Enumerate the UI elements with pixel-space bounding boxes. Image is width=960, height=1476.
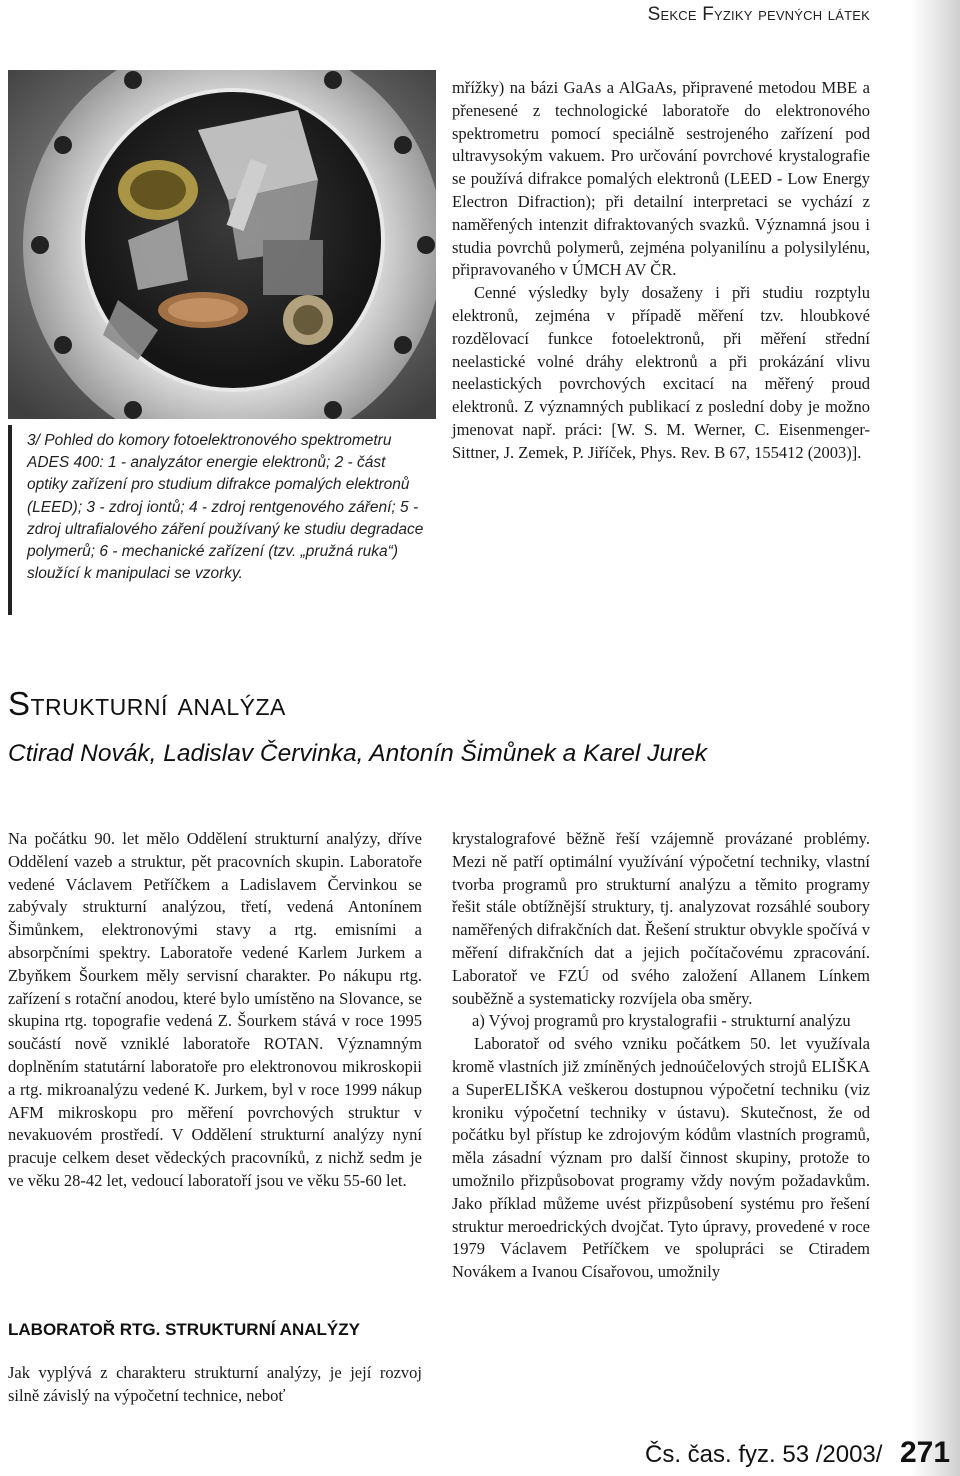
paragraph: mřížky) na bázi GaAs a AlGaAs, připravené metodou MBE a přenesené z technologické laboratoře do elektronového spektrometru pomocí speciálně sestrojeného zařízení pod ultravysokým vakuem. Pro určování povrchové krystalografie se používá difrakce pomalých elektronů (LEED - Low Energy Electron Difraction); při detailní interpretaci se vychází z naměřených intenzit difraktovaných svazků. Významná jsou i studia povrchů polymerů, zejména polyanilínu a polysilylénu, připravovaného v ÚMCH AV ČR. — [452, 78, 870, 280]
article-title — [8, 685, 286, 723]
page-edge-shadow — [910, 0, 960, 1476]
section-header — [560, 4, 870, 26]
page-number: 271 — [900, 1436, 951, 1469]
paragraph: krystalografové běžně řeší vzájemně provázané problémy. Mezi ně patří optimální využívání výpočetní techniky, vlastní tvorba programů pro strukturní analýzu a těmito programy řešit stále obtížnější struktury, tj. analyzovat rozsáhlé soubory naměřených difrakčních dat. Řešení struktur obvykle spočívá v měření difrakčních dat a jejich počítačovému zpracování. Laboratoř ve FZÚ od svého založení Allanem Línkem souběžně a systematicky rozvíjela oba směry. — [452, 829, 870, 1008]
right-column — [452, 828, 870, 1284]
left-column — [8, 828, 422, 1193]
article-authors: Ctirad Novák, Ladislav Červinka, Antonín Šimůnek a Karel Jurek — [8, 740, 708, 767]
lab-paragraph-column — [8, 1362, 422, 1408]
paragraph: Laboratoř od svého vzniku počátkem 50. let využívala kromě vlastních již zmíněných jednoúčelových strojů ELIŠKA a SuperELIŠKA veškerou dostupnou výpočetní techniku (viz kroniku výpočetní techniky v ústavu). Skutečnost, že od počátku byl přístup ke zdrojovým kódům vlastních programů, měla zásadní význam pro další činnost skupiny, protože to umožnilo přizpůsobovat programy vždy novým požadavkům. Jako příklad můžeme uvést přizpůsobení systému pro řešení struktur meroedrických dvojčat. Tyto úpravy, provedené v roce 1979 Václavem Petříčkem ve spolupráci se Ctiradem Novákem a Ivanou Císařovou, umožnily — [452, 1034, 870, 1282]
article-title-text: Strukturní analýza — [8, 685, 286, 722]
lab-heading — [8, 1320, 360, 1340]
journal-reference: Čs. čas. fyz. 53 /2003/ — [645, 1441, 883, 1468]
paragraph: Na počátku 90. let mělo Oddělení strukturní analýzy, dříve Oddělení vazeb a struktur, pět pracovních skupin. Laboratoře vedené Václavem Petříčkem a Ladislavem Červinkou se zabývaly strukturní analýzou, třetí, vedená Antonínem Šimůnkem, elektronovými stavy a rtg. emisními a absorpčními spektry. Laboratoře vedené Karlem Jurkem a Zbyňkem Šourkem měly servisní charakter. Po nákupu rtg. zařízení s rotační anodou, které bylo umístěno na Slovance, se skupina rtg. topografie vedená Z. Šourkem stává v roce 1995 součástí nově vzniklé laboratoře ROTAN. Významným doplněním statutární laboratoře pro elektronovou mikroskopii a rtg. mikroanalýzu vedené K. Jurkem, byl v roce 1999 nákup AFM mikroskopu pro měření povrchových struktur v nevakuovém prostředí. V Oddělení strukturní analýzy nyní pracuje celkem deset vědeckých pracovníků, z nichž sedm je ve věku 28-42 let, vedoucí laboratoří jsou ve věku 55-60 let. — [8, 829, 422, 1190]
section-header-text: Sekce Fyziky pevných látek — [647, 4, 870, 25]
figure-photo — [8, 70, 436, 419]
caption-rule — [8, 425, 12, 615]
paragraph: Cenné výsledky byly dosaženy i při studiu rozptylu elektronů, zejména v případě měření tzv. hloubkové rozdělovací funkce fotoelektronů, při měření střední neelastické volné dráhy elektronů a při prokázání vlivu neelastických povrchových excitací na měřený proud elektronů. Z významných publikací z poslední doby je možno jmenovat např. práci: [W. S. M. Werner, C. Eisenmenger-Sittner, J. Zemek, P. Jiříček, Phys. Rev. B 67, 155412 (2003)]. — [452, 283, 870, 462]
vacuum-chamber-photo — [8, 70, 436, 419]
subheading: a) Vývoj programů pro krystalografii - strukturní analýzu — [472, 1011, 851, 1031]
top-right-column — [452, 77, 870, 465]
lab-heading-text: LABORATOŘ RTG. STRUKTURNÍ ANALÝZY — [8, 1320, 360, 1339]
figure-caption: 3/ Pohled do komory fotoelektronového spektrometru ADES 400: 1 - analyzátor energie elektronů; 2 - část optiky zařízení pro studium difrakce pomalých elektronů (LEED); 3 - zdroj iontů; 4 - zdroj rentgenového záření; 5 - zdroj ultrafialového záření používaný ke studiu degradace polymerů; 6 - mechanické zařízení (tzv. „pružná ruka“) sloužící k manipulaci se vzorky. — [27, 432, 424, 583]
paragraph: Jak vyplývá z charakteru strukturní analýzy, je její rozvoj silně závislý na výpočetní technice, neboť — [8, 1363, 422, 1405]
